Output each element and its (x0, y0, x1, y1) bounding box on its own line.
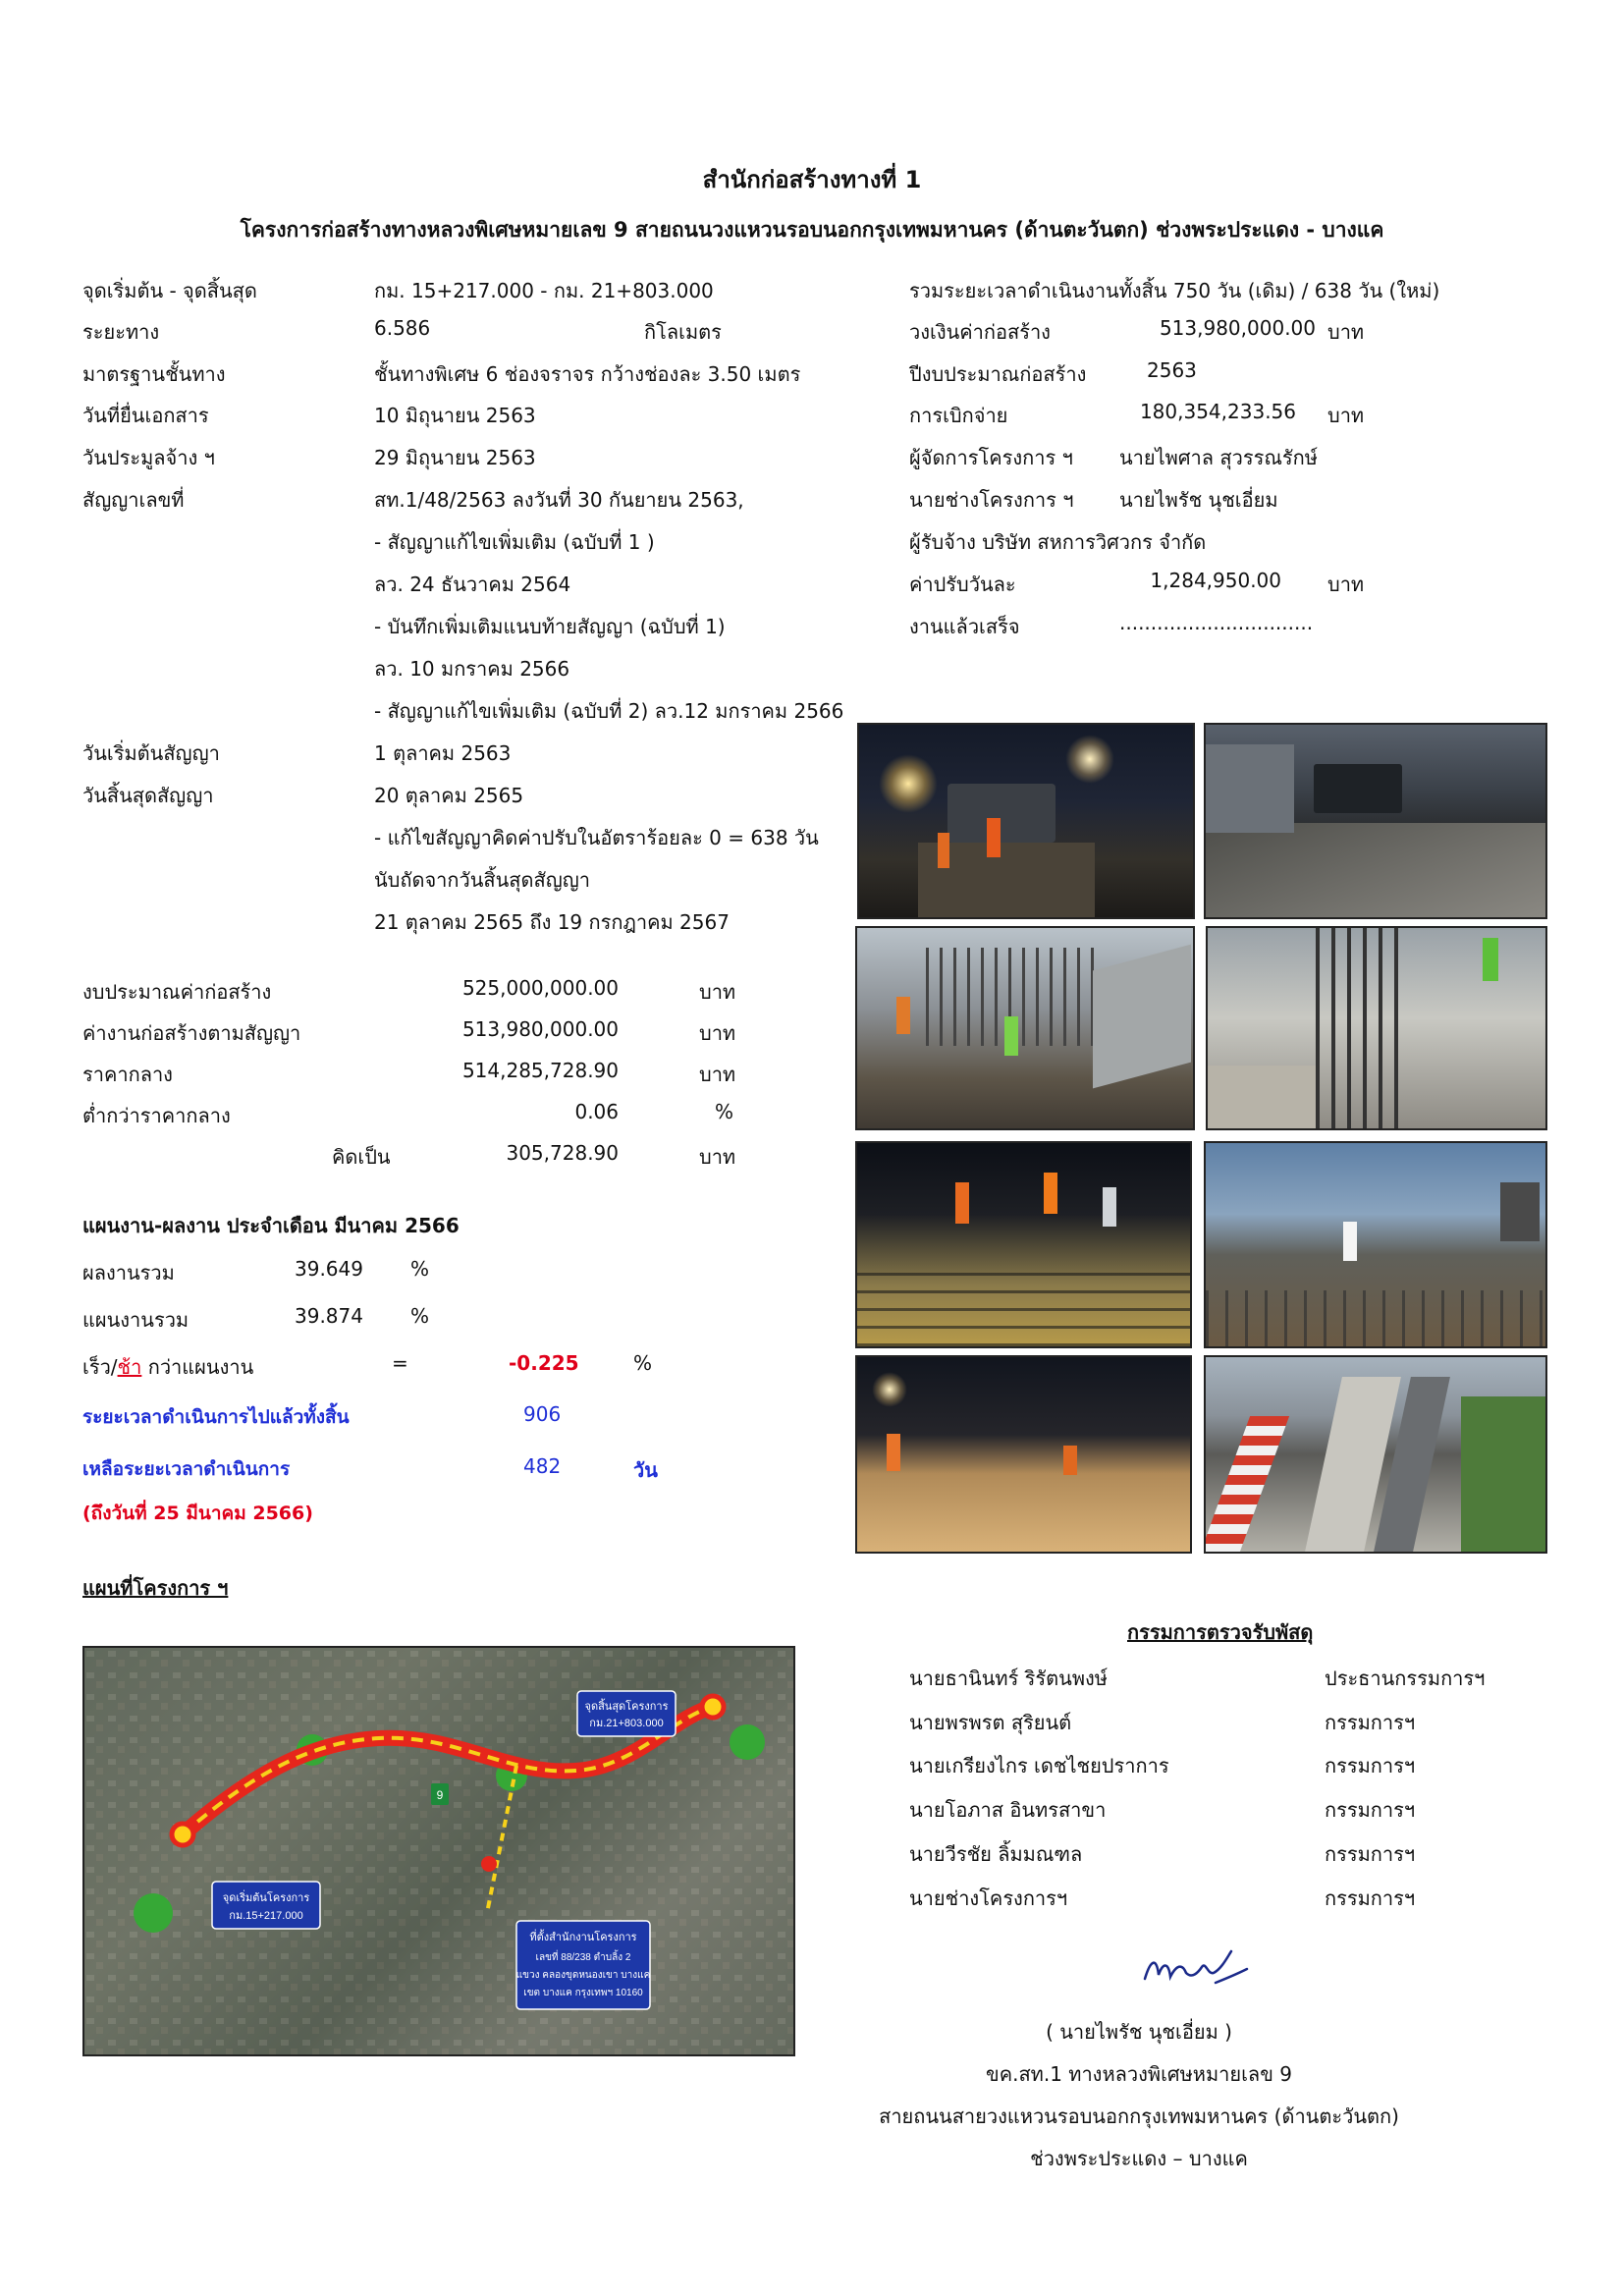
photo-highway-aerial (1204, 1355, 1547, 1554)
contract-line: ลว. 24 ธันวาคม 2564 (374, 573, 571, 596)
contract-cost-label: ค่างานก่อสร้างตามสัญญา (82, 1021, 301, 1045)
completed-value: ............................... (1119, 611, 1314, 634)
photo-rebar-work (855, 926, 1195, 1130)
below-median-value: 0.06 (574, 1100, 619, 1123)
bid-date-value: 29 มิถุนายน 2563 (374, 446, 536, 469)
committee-member-name: นายเกรียงไกร เดชไชยปราการ (909, 1754, 1169, 1777)
plan-label: แผนงานรวม (82, 1308, 189, 1332)
median-price-unit: บาท (699, 1063, 736, 1086)
bid-date-label: วันประมูลจ้าง ฯ (82, 446, 215, 469)
elapsed-label: ระยะเวลาดำเนินการไปแล้วทั้งสิ้น (82, 1406, 350, 1428)
committee-member-name: นายโอภาส อินทรสาขา (909, 1798, 1107, 1822)
project-manager-value: นายไพศาล สุวรรณรักษ์ (1119, 446, 1318, 469)
office-pin-icon (481, 1856, 497, 1872)
committee-member-name: นายช่างโครงการฯ (909, 1886, 1068, 1910)
signer-position: สายถนนสายวงแหวนรอบนอกกรุงเทพมหานคร (ด้านตะวันตก) (879, 2105, 1399, 2128)
distance-unit: กิโลเมตร (644, 320, 722, 344)
fast-slow-value: -0.225 (509, 1351, 579, 1375)
distance-value: 6.586 (374, 316, 431, 340)
fiscal-year-label: ปีงบประมาณก่อสร้าง (909, 362, 1087, 386)
remaining-value: 482 (523, 1454, 562, 1478)
median-price-label: ราคากลาง (82, 1063, 173, 1086)
equals-unit: บาท (699, 1145, 736, 1169)
as-of-date: (ถึงวันที่ 25 มีนาคม 2566) (82, 1503, 313, 1524)
photo-concrete-night (855, 1141, 1192, 1348)
disbursement-label: การเบิกจ่าย (909, 404, 1008, 427)
disbursement-unit: บาท (1327, 404, 1365, 427)
start-point-icon (172, 1824, 193, 1845)
fiscal-year-value: 2563 (1147, 358, 1197, 382)
committee-member-role: กรรมการฯ (1325, 1886, 1416, 1910)
fast-slow-equals: = (392, 1351, 408, 1375)
signer-position: ขค.สท.1 ทางหลวงพิเศษหมายเลข 9 (986, 2062, 1292, 2086)
project-title: โครงการก่อสร้างทางหลวงพิเศษหมายเลข 9 สายถนนวงแหวนรอบนอกกรุงเทพมหานคร (ด้านตะวันตก) ช่วงพระประแดง - บางแค (240, 218, 1384, 242)
project-manager-label: ผู้จัดการโครงการ ฯ (909, 446, 1073, 469)
contract-no-label: สัญญาเลขที่ (82, 488, 185, 512)
end-callout-title: จุดสิ้นสุดโครงการ (584, 1701, 669, 1713)
project-engineer-label: นายช่างโครงการ ฯ (909, 488, 1074, 512)
fast-slow-unit: % (633, 1351, 653, 1375)
office-callout-title: ที่ตั้งสำนักงานโครงการ (529, 1932, 637, 1943)
median-price-value: 514,285,728.90 (461, 1059, 619, 1082)
extension-line: 21 ตุลาคม 2565 ถึง 19 กรกฎาคม 2567 (374, 910, 730, 934)
committee-member-role: กรรมการฯ (1325, 1711, 1416, 1734)
project-map[interactable] (82, 1646, 795, 2056)
end-callout-km: กม.21+803.000 (589, 1718, 664, 1729)
signer-name: ( นายไพรัช นุชเอี่ยม ) (1046, 2020, 1232, 2044)
signature-image (1137, 1940, 1255, 1998)
below-median-label: ต่ำกว่าราคากลาง (82, 1104, 231, 1127)
photo-night-paving (857, 723, 1195, 919)
committee-member-role: กรรมการฯ (1325, 1798, 1416, 1822)
project-engineer-value: นายไพรัช นุชเอี่ยม (1119, 488, 1278, 512)
contract-start-value: 1 ตุลาคม 2563 (374, 741, 512, 765)
committee-member-role: ประธานกรรมการฯ (1325, 1667, 1486, 1690)
contractor: ผู้รับจ้าง บริษัท สหการวิศวกร จำกัด (909, 530, 1207, 554)
office-callout-line: เลขที่ 88/238 ตำบลิ้ง 2 (535, 1952, 631, 1963)
office-callout-line: เขต บางแค กรุงเทพฯ 10160 (523, 1988, 643, 1998)
extension-line: นับถัดจากวันสิ้นสุดสัญญา (374, 868, 591, 892)
remaining-unit: วัน (633, 1458, 658, 1482)
office-callout-line: แขวง คลองขุดหนองเขา บางแค (515, 1970, 651, 1981)
disbursement-value: 180,354,233.56 (1139, 400, 1296, 423)
committee-member-name: นายวีรชัย ลิ้มมณฑล (909, 1842, 1083, 1866)
actual-label: ผลงานรวม (82, 1261, 175, 1285)
committee-title: กรรมการตรวจรับพัสดุ (1127, 1620, 1314, 1644)
construction-budget-unit: บาท (1327, 320, 1365, 344)
daily-fine-label: ค่าปรับวันละ (909, 573, 1016, 596)
photo-concrete-pour (1204, 1141, 1547, 1348)
submit-date-label: วันที่ยื่นเอกสาร (82, 404, 209, 427)
start-callout-km: กม.15+217.000 (229, 1910, 303, 1922)
construction-budget-value: 513,980,000.00 (1159, 316, 1316, 340)
committee-member-name: นายพรพรต สุริยนต์ (909, 1711, 1072, 1734)
equals-label: คิดเป็น (332, 1145, 391, 1169)
contract-line: ลว. 10 มกราคม 2566 (374, 657, 570, 681)
budget-value: 525,000,000.00 (461, 976, 619, 1000)
photo-steel-columns (1206, 926, 1547, 1130)
road-standard-label: มาตรฐานชั้นทาง (82, 362, 226, 386)
map-title: แผนที่โครงการ ฯ (82, 1576, 229, 1600)
contract-cost-value: 513,980,000.00 (461, 1017, 619, 1041)
completed-label: งานแล้วเสร็จ (909, 615, 1020, 638)
fast-slow-label: เร็ว/ช้า กว่าแผนงาน (82, 1355, 254, 1379)
equals-value: 305,728.90 (506, 1141, 619, 1165)
plan-unit: % (410, 1304, 430, 1328)
submit-date-value: 10 มิถุนายน 2563 (374, 404, 536, 427)
contract-no-value: สท.1/48/2563 ลงวันที่ 30 กันยายน 2563, (374, 488, 744, 512)
construction-budget-label: วงเงินค่าก่อสร้าง (909, 320, 1051, 344)
progress-title: แผนงาน-ผลงาน ประจำเดือน มีนาคม 2566 (82, 1214, 460, 1237)
end-point-icon (702, 1696, 724, 1718)
actual-value: 39.649 (295, 1257, 363, 1281)
committee-member-role: กรรมการฯ (1325, 1754, 1416, 1777)
start-end-label: จุดเริ่มต้น - จุดสิ้นสุด (82, 279, 257, 302)
extension-line: - แก้ไขสัญญาคิดค่าปรับในอัตราร้อยละ 0 = 638 วัน (374, 826, 819, 849)
signer-position: ช่วงพระประแดง – บางแค (1030, 2147, 1248, 2170)
map-landmark-icon (134, 1893, 173, 1933)
route-number: 9 (436, 1788, 444, 1802)
end-callout (577, 1691, 676, 1736)
actual-unit: % (410, 1257, 430, 1281)
contract-cost-unit: บาท (699, 1021, 736, 1045)
road-standard-value: ชั้นทางพิเศษ 6 ช่องจราจร กว้างช่องละ 3.50 เมตร (374, 362, 801, 386)
elapsed-value: 906 (523, 1402, 562, 1426)
map-svg (84, 1648, 793, 2054)
budget-label: งบประมาณค่าก่อสร้าง (82, 980, 272, 1004)
daily-fine-unit: บาท (1327, 573, 1365, 596)
contract-line: - สัญญาแก้ไขเพิ่มเติม (ฉบับที่ 1 ) (374, 530, 655, 554)
start-end-value: กม. 15+217.000 - กม. 21+803.000 (374, 279, 714, 302)
below-median-unit: % (715, 1100, 734, 1123)
contract-line: - บันทึกเพิ่มเติมแนบท้ายสัญญา (ฉบับที่ 1) (374, 615, 726, 638)
contract-line: - สัญญาแก้ไขเพิ่มเติม (ฉบับที่ 2) ลว.12 มกราคม 2566 (374, 699, 844, 723)
duration-total: รวมระยะเวลาดำเนินงานทั้งสิ้น 750 วัน (เดิม) / 638 วัน (ใหม่) (909, 279, 1440, 302)
contract-end-label: วันสิ้นสุดสัญญา (82, 784, 214, 807)
daily-fine-value: 1,284,950.00 (1150, 569, 1281, 592)
contract-end-value: 20 ตุลาคม 2565 (374, 784, 524, 807)
plan-value: 39.874 (295, 1304, 363, 1328)
contract-start-label: วันเริ่มต้นสัญญา (82, 741, 220, 765)
start-callout-title: จุดเริ่มต้นโครงการ (222, 1892, 310, 1904)
budget-unit: บาท (699, 980, 736, 1004)
distance-label: ระยะทาง (82, 320, 160, 344)
photo-pavement-finishing (855, 1355, 1192, 1554)
map-landmark-icon (730, 1724, 765, 1760)
office-title: สำนักก่อสร้างทางที่ 1 (702, 166, 922, 193)
committee-member-name: นายธานินทร์ ริรัตนพงษ์ (909, 1667, 1108, 1690)
photo-asphalt-road (1204, 723, 1547, 919)
remaining-label: เหลือระยะเวลาดำเนินการ (82, 1458, 291, 1480)
committee-member-role: กรรมการฯ (1325, 1842, 1416, 1866)
